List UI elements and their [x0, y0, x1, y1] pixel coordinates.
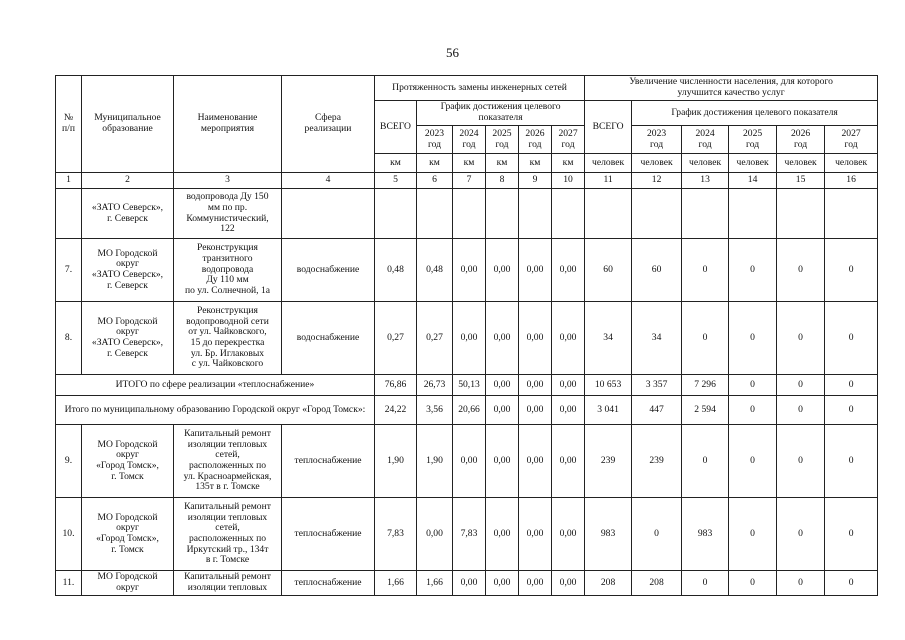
column-number: 2 [82, 173, 174, 189]
header-measure: Наименование мероприятия [174, 76, 282, 173]
header-num: № п/п [56, 76, 82, 173]
unit-people: человек [777, 154, 825, 173]
row-value: 0 [825, 498, 878, 571]
total-row [56, 396, 878, 425]
row-value: 0,00 [453, 571, 486, 596]
total-value: 0 [729, 375, 777, 396]
row-value: 0,48 [417, 239, 453, 302]
row-value: 0,00 [552, 302, 585, 375]
row-municipality: МО Городской округ «ЗАТО Северск», г. Северск [82, 239, 174, 302]
row-value [375, 189, 417, 239]
row-value [825, 189, 878, 239]
header-year-people: 2023 год [632, 126, 682, 154]
total-value: 0,00 [519, 375, 552, 396]
row-value: 0 [729, 425, 777, 498]
row-value: 0 [682, 302, 729, 375]
header-year-people: 2026 год [777, 126, 825, 154]
unit-km: км [453, 154, 486, 173]
row-value: 239 [632, 425, 682, 498]
column-number: 12 [632, 173, 682, 189]
row-municipality: МО Городской округ [82, 571, 174, 596]
total-value: 0,00 [486, 375, 519, 396]
header-total-people: ВСЕГО [585, 101, 632, 154]
row-value: 0 [682, 239, 729, 302]
row-value: 208 [585, 571, 632, 596]
table-row [56, 571, 878, 596]
row-value: 0,48 [375, 239, 417, 302]
row-value: 0,00 [519, 571, 552, 596]
row-value: 0 [777, 302, 825, 375]
total-value: 3 041 [585, 396, 632, 425]
row-value: 0,00 [519, 302, 552, 375]
unit-people: человек [825, 154, 878, 173]
row-sphere: водоснабжение [282, 239, 375, 302]
row-value [453, 189, 486, 239]
row-sphere: теплоснабжение [282, 425, 375, 498]
header-sphere: Сфера реализации [282, 76, 375, 173]
header-year-km: 2027 год [552, 126, 585, 154]
row-value: 0 [777, 425, 825, 498]
row-value: 7,83 [375, 498, 417, 571]
total-value: 3,56 [417, 396, 453, 425]
column-number: 5 [375, 173, 417, 189]
page-number: 56 [446, 45, 459, 60]
unit-km: км [519, 154, 552, 173]
column-number: 13 [682, 173, 729, 189]
row-value: 7,83 [453, 498, 486, 571]
row-value [777, 189, 825, 239]
row-value: 34 [632, 302, 682, 375]
row-value: 0,00 [552, 571, 585, 596]
row-value: 1,66 [417, 571, 453, 596]
row-value [585, 189, 632, 239]
row-value: 0,00 [453, 302, 486, 375]
table-row [56, 302, 878, 375]
row-value: 60 [585, 239, 632, 302]
row-value: 0,00 [519, 239, 552, 302]
total-value: 0 [825, 375, 878, 396]
column-number: 9 [519, 173, 552, 189]
total-value: 10 653 [585, 375, 632, 396]
total-value: 3 357 [632, 375, 682, 396]
column-number: 6 [417, 173, 453, 189]
row-value: 0,00 [486, 239, 519, 302]
row-value: 0 [777, 498, 825, 571]
unit-km: км [417, 154, 453, 173]
table-row [56, 239, 878, 302]
row-value: 0,00 [552, 498, 585, 571]
column-number: 8 [486, 173, 519, 189]
unit-km: км [375, 154, 417, 173]
unit-people: человек [729, 154, 777, 173]
row-value: 0 [777, 239, 825, 302]
total-value: 0,00 [519, 396, 552, 425]
row-value: 983 [585, 498, 632, 571]
header-year-km: 2026 год [519, 126, 552, 154]
row-sphere [282, 189, 375, 239]
row-num: 11. [56, 571, 82, 596]
column-number: 15 [777, 173, 825, 189]
row-municipality: «ЗАТО Северск», г. Северск [82, 189, 174, 239]
row-municipality: МО Городской округ «ЗАТО Северск», г. Северск [82, 302, 174, 375]
row-num [56, 189, 82, 239]
row-value: 983 [682, 498, 729, 571]
unit-people: человек [585, 154, 632, 173]
row-value: 0 [632, 498, 682, 571]
row-sphere: водоснабжение [282, 302, 375, 375]
row-measure: Капитальный ремонт изоляции тепловых сетей, расположенных по ул. Красноармейская, 135т в г. Томске [174, 425, 282, 498]
row-value [552, 189, 585, 239]
table-row [56, 189, 878, 239]
row-value [632, 189, 682, 239]
row-value [729, 189, 777, 239]
header-year-people: 2024 год [682, 126, 729, 154]
row-value: 208 [632, 571, 682, 596]
row-value: 0,00 [486, 302, 519, 375]
column-number: 14 [729, 173, 777, 189]
row-value: 0 [682, 425, 729, 498]
row-value: 0 [729, 239, 777, 302]
total-value: 26,73 [417, 375, 453, 396]
row-value: 0,00 [453, 425, 486, 498]
total-value: 0 [729, 396, 777, 425]
column-number: 10 [552, 173, 585, 189]
unit-km: км [552, 154, 585, 173]
row-value [486, 189, 519, 239]
total-value: 2 594 [682, 396, 729, 425]
header-year-km: 2025 год [486, 126, 519, 154]
row-value: 0 [729, 302, 777, 375]
total-value: 0,00 [486, 396, 519, 425]
header-municipality: Муниципальное образование [82, 76, 174, 173]
column-number: 7 [453, 173, 486, 189]
row-value: 1,90 [375, 425, 417, 498]
table-row [56, 425, 878, 498]
infrastructure-table [55, 75, 878, 596]
total-value: 20,66 [453, 396, 486, 425]
row-value: 0,00 [519, 425, 552, 498]
row-sphere: теплоснабжение [282, 571, 375, 596]
row-measure: водопровода Ду 150 мм по пр. Коммунистический, 122 [174, 189, 282, 239]
total-value: 0,00 [552, 375, 585, 396]
header-year-km: 2024 год [453, 126, 486, 154]
header-year-people: 2027 год [825, 126, 878, 154]
row-num: 9. [56, 425, 82, 498]
row-value: 0,00 [486, 425, 519, 498]
row-value: 239 [585, 425, 632, 498]
row-value: 0,00 [519, 498, 552, 571]
row-value: 34 [585, 302, 632, 375]
row-value: 0,27 [417, 302, 453, 375]
row-municipality: МО Городской округ «Город Томск», г. Томск [82, 498, 174, 571]
header-total-km: ВСЕГО [375, 101, 417, 154]
total-value: 24,22 [375, 396, 417, 425]
total-value: 7 296 [682, 375, 729, 396]
total-value: 447 [632, 396, 682, 425]
header-schedule-length: График достижения целевого показателя [417, 101, 585, 126]
row-value: 60 [632, 239, 682, 302]
total-value: 0 [777, 375, 825, 396]
header-year-km: 2023 год [417, 126, 453, 154]
row-measure: Реконструкция водопроводной сети от ул. Чайковского, 15 до перекрестка ул. Бр. Иглаковых с ул. Чайковского [174, 302, 282, 375]
total-value: 50,13 [453, 375, 486, 396]
total-value: 0 [825, 396, 878, 425]
row-value [519, 189, 552, 239]
row-measure: Капитальный ремонт изоляции тепловых [174, 571, 282, 596]
row-value: 0,00 [453, 239, 486, 302]
unit-people: человек [632, 154, 682, 173]
column-number: 1 [56, 173, 82, 189]
total-value: 76,86 [375, 375, 417, 396]
column-number: 3 [174, 173, 282, 189]
row-value: 1,90 [417, 425, 453, 498]
total-label: Итого по муниципальному образованию Городской округ «Город Томск»: [56, 396, 375, 425]
row-value: 0 [729, 571, 777, 596]
header-group-length: Протяженность замены инженерных сетей [375, 76, 585, 101]
unit-people: человек [682, 154, 729, 173]
row-value: 0,00 [417, 498, 453, 571]
row-municipality: МО Городской округ «Город Томск», г. Томск [82, 425, 174, 498]
row-value: 0 [682, 571, 729, 596]
row-value [417, 189, 453, 239]
row-measure: Реконструкция транзитного водопровода Ду 110 мм по ул. Солнечной, 1а [174, 239, 282, 302]
row-value: 0 [777, 571, 825, 596]
row-num: 10. [56, 498, 82, 571]
column-number: 11 [585, 173, 632, 189]
total-row [56, 375, 878, 396]
row-value: 0 [825, 302, 878, 375]
column-number: 16 [825, 173, 878, 189]
total-value: 0 [777, 396, 825, 425]
row-num: 7. [56, 239, 82, 302]
row-value: 0,00 [486, 571, 519, 596]
header-group-population: Увеличение численности населения, для которого улучшится качество услуг [585, 76, 878, 101]
total-label: ИТОГО по сфере реализации «теплоснабжение» [56, 375, 375, 396]
row-value: 0,27 [375, 302, 417, 375]
row-value: 0 [825, 239, 878, 302]
row-value: 0,00 [552, 425, 585, 498]
header-year-people: 2025 год [729, 126, 777, 154]
row-measure: Капитальный ремонт изоляции тепловых сетей, расположенных по Иркутский тр., 134т в г. Томске [174, 498, 282, 571]
row-value: 0 [825, 571, 878, 596]
table-row [56, 498, 878, 571]
header-schedule-population: График достижения целевого показателя [632, 101, 878, 126]
row-value: 1,66 [375, 571, 417, 596]
total-value: 0,00 [552, 396, 585, 425]
unit-km: км [486, 154, 519, 173]
row-num: 8. [56, 302, 82, 375]
row-value [682, 189, 729, 239]
row-value: 0 [729, 498, 777, 571]
row-value: 0 [825, 425, 878, 498]
row-value: 0,00 [552, 239, 585, 302]
row-value: 0,00 [486, 498, 519, 571]
row-sphere: теплоснабжение [282, 498, 375, 571]
column-number: 4 [282, 173, 375, 189]
